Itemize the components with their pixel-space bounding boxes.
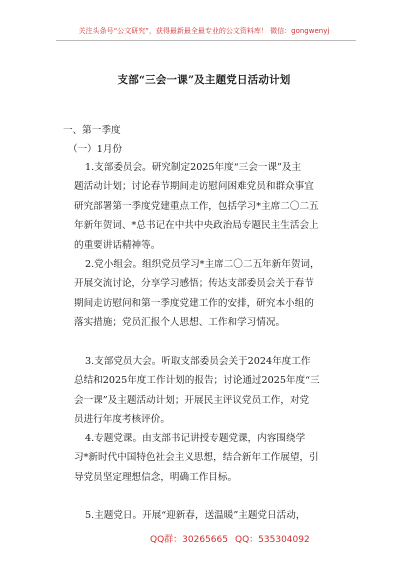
header-banner: 关注头条号“公文研究”，获得最新最全最专业的公文资料库！ 微信：gongwenyj (78, 27, 330, 35)
paragraph-item-3 (74, 352, 354, 430)
paragraph-line: 3.支部党员大会。听取支部委员会关于2024年度工作 (85, 356, 311, 367)
paragraph-line: 开展交流讨论，分享学习感悟；传达支部委员会关于春节 (74, 278, 314, 290)
paragraph-item-4 (74, 429, 354, 487)
subsection-heading: （一）1月份 (68, 144, 123, 155)
paragraph-line: 2.党小组会。组织党员学习*主席二〇二五年新年贺词， (85, 259, 320, 270)
header-divider (56, 40, 356, 41)
paragraph-line: 的重要讲话精神等。 (74, 239, 161, 251)
paragraph-line: 总结和2025年度工作计划的报告；讨论通过2025年度“三 (74, 375, 320, 387)
paragraph-line: 期间走访慰问和第一季度党建工作的安排，研究本小组的 (74, 297, 314, 309)
paragraph-line: 1.支部委员会。研究制定2025年度“三会一课”及主 (85, 162, 302, 173)
document-title: 支部“三会一课”及主题党日活动计划 (117, 74, 291, 86)
footer-qq-group: QQ群：30265665 (150, 535, 228, 545)
paragraph-item-1 (74, 158, 354, 255)
paragraph-line: 导党员坚定理想信念，明确工作目标。 (74, 471, 238, 483)
paragraph-line: 4.专题党课。由支部书记讲授专题党课，内容围绕学 (85, 433, 306, 444)
footer-qq: QQ：535304092 (235, 535, 310, 545)
paragraph-line: 落实措施；党员汇报个人思想、工作和学习情况。 (74, 317, 286, 329)
paragraph-line: 员进行年度考核评价。 (74, 414, 170, 426)
paragraph-item-2 (74, 255, 354, 333)
paragraph-item-5 (74, 506, 354, 525)
paragraph-line: 研究部署第一季度党建重点工作，包括学习*主席二〇二五 (74, 200, 319, 212)
paragraph-line: 会一课”及主题活动计划；开展民主评议党员工作，对党 (74, 394, 310, 406)
paragraph-line: 5.主题党日。开展“迎新春，送温暖”主题党日活动， (85, 510, 306, 521)
paragraph-line: 年新年贺词、*总书记在中共中央政治局专题民主生活会上 (74, 220, 319, 232)
paragraph-line: 题活动计划；讨论春节期间走访慰问困难党员和群众事宜 (74, 181, 314, 193)
paragraph-line: 习*新时代中国特色社会主义思想，结合新年工作展望，引 (74, 452, 319, 464)
section-heading: 一、第一季度 (63, 125, 121, 136)
